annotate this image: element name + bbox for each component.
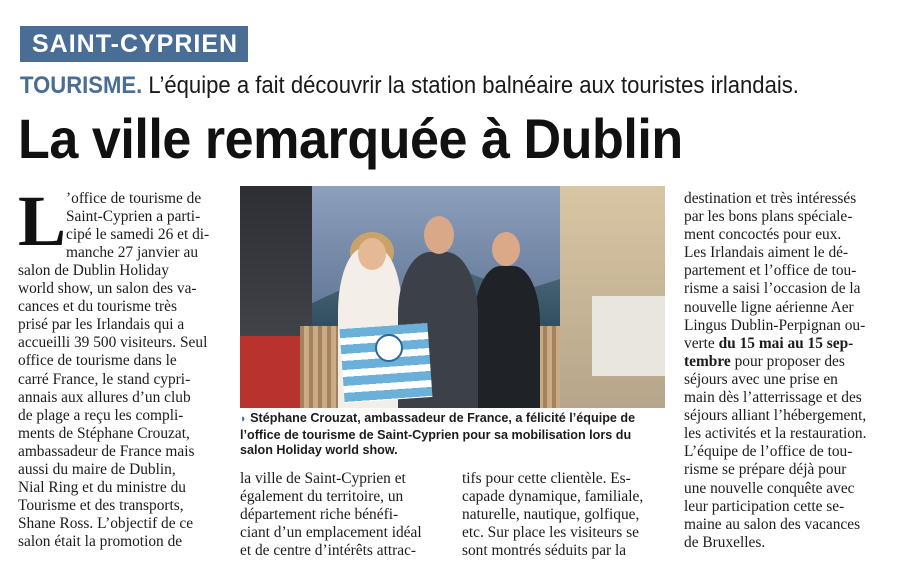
column-1-text: salon de Dublin Holiday world show, un salon des va- cances et du tourisme très prisé par les Irlandais qui a accueilli 39 500 visiteurs. Seul office de tourisme dans le carré France, le stand cypri- annais aux allures d’un club de plage a reçu les compli- ments de Stéphane Crouzat, ambassadeur de France mais aussi du maire de Dublin, Nial Ring et du ministre du Tourisme et des transports, Shane Ross. L’objectif de ce salon était la promotion de [18, 262, 208, 551]
column-2-text: la ville de Saint-Cyprien et également du territoire, un département riche bénéfi- ciant d’un emplacement idéal et de centre d’intérêts attrac- [240, 470, 422, 560]
caption-marker-icon: ◗ [240, 413, 247, 425]
person-2-head [424, 216, 454, 254]
photo-caption [240, 411, 665, 459]
article-photo [240, 186, 665, 408]
column-4-part-a: destination et très intéressés par les bons plans spéciale- ment concoctés pour eux. Les Irlandais aiment le dé- partement et l’office de tou- risme a saisi l’occasion de la nouvelle ligne aérienne Aer Lingus Dublin-Perpignan ou- verte [684, 190, 866, 352]
column-4-text [684, 190, 890, 552]
subtitle [20, 70, 820, 102]
section-kicker: SAINT-CYPRIEN [20, 26, 248, 62]
person-3 [474, 266, 540, 408]
column-3-text: tifs pour cette clientèle. Es- capade dynamique, familiale, naturelle, nautique, golfique, etc. Sur place les visiteurs se sont montrés séduits par la [462, 470, 644, 560]
column-4-part-b: pour proposer des séjours avec une prise en main dès l’atterrissage et des séjours alliant l’hébergement, les activités et la restauration. L’équipe de l’office de tou- risme se prépare déjà pour une nouvelle conquête avec leur participation cette se- maine au salon des vacances de Bruxelles. [684, 352, 867, 551]
person-3-head [492, 232, 520, 266]
flag-emblem-icon [375, 334, 403, 362]
column-4-dates: du 15 mai au 15 sep- tembre [684, 334, 854, 370]
column-1-lead: ’office de tourisme de Saint-Cyprien a parti- cipé le samedi 26 et di- manche 27 janvier au [66, 190, 210, 262]
headline: La ville remarquée à Dublin [18, 107, 683, 170]
rubric-label: TOURISME. [20, 72, 143, 99]
caption-text: Stéphane Crouzat, ambassadeur de France, a félicité l’équipe de l’office de tourisme de Saint-Cyprien pour sa mobilisation lors du salon Holiday world show. [240, 411, 636, 457]
drop-cap: L [18, 181, 67, 261]
photo-counter [592, 296, 665, 376]
person-1-head [358, 238, 386, 270]
subtitle-text: L’équipe a fait découvrir la station balnéaire aux touristes irlandais. [142, 72, 799, 99]
